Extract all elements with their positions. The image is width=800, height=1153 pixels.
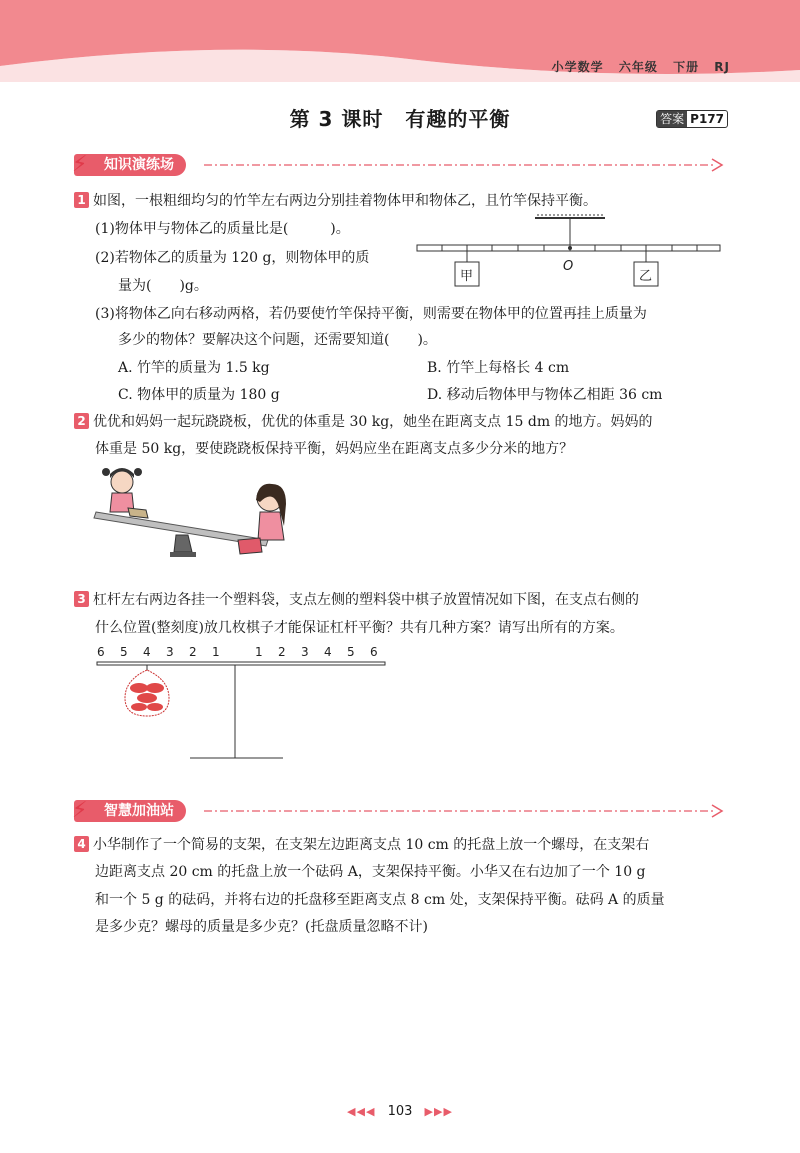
q4-line2: 边距离支点 20 cm 的托盘上放一个砝码 A，支架保持平衡。小华又在右边加了一个 10 g xyxy=(95,864,646,880)
tick-left-2: 2 xyxy=(189,645,197,659)
object-yi-label: 乙 xyxy=(639,269,653,284)
q3-line2: 什么位置(整刻度)放几枚棋子才能保证杠杆平衡？共有几种方案？请写出所有的方案。 xyxy=(95,620,624,636)
q2-line2: 体重是 50 kg，要使跷跷板保持平衡，妈妈应坐在距离支点多少分米的地方？ xyxy=(95,441,574,457)
pivot-point xyxy=(568,246,572,250)
q1-part2b: 量为( )g。 xyxy=(118,278,208,294)
lesson-name: 有趣的平衡 xyxy=(405,107,511,131)
object-jia-label: 甲 xyxy=(460,269,474,284)
q1-option-c: C. 物体甲的质量为 180 g xyxy=(118,387,280,403)
q4-line4: 是多少克？螺母的质量是多少克？(托盘质量忽略不计) xyxy=(95,919,428,935)
q1-option-d: D. 移动后物体甲与物体乙相距 36 cm xyxy=(427,387,663,403)
seesaw-illustration xyxy=(88,460,308,565)
section-label: 智慧加油站 xyxy=(74,800,186,822)
q3-line1: 3 杠杆左右两边各挂一个塑料袋，支点左侧的塑料袋中棋子放置情况如下图，在支点右侧的 xyxy=(74,589,639,609)
left-arrows-icon: ◀◀◀ xyxy=(347,1105,376,1118)
tick-right-2: 2 xyxy=(278,645,286,659)
arrow-icon: ⚡ xyxy=(72,152,88,177)
pivot-label: O xyxy=(563,259,574,274)
tick-left-1: 1 xyxy=(212,645,220,659)
section-label: 知识演练场 xyxy=(74,154,186,176)
q4-line3: 和一个 5 g 的砝码，并将右边的托盘移至距离支点 8 cm 处，支架保持平衡。砝码 A 的质量 xyxy=(95,892,665,908)
edition: RJ xyxy=(714,60,730,74)
q1-balance-figure xyxy=(415,212,725,294)
section-header-challenge xyxy=(74,800,724,822)
q3-lever-figure xyxy=(95,640,395,765)
tick-right-3: 3 xyxy=(301,645,309,659)
tick-left-3: 3 xyxy=(166,645,174,659)
q1-stem: 1 如图，一根粗细均匀的竹竿左右两边分别挂着物体甲和物体乙，且竹竿保持平衡。 xyxy=(74,190,597,210)
q4-line1: 4 小华制作了一个简易的支架，在支架左边距离支点 10 cm 的托盘上放一个螺母，在支架右 xyxy=(74,834,649,854)
q1-part1: (1)物体甲与物体乙的质量比是( )。 xyxy=(95,221,350,237)
answer-label: 答案 xyxy=(657,111,687,127)
q1-part2a: (2)若物体乙的质量为 120 g，则物体甲的质 xyxy=(95,250,370,266)
tick-left-5: 5 xyxy=(120,645,128,659)
ceiling-hatch xyxy=(535,215,605,218)
q1-part3a: (3)将物体乙向右移动两格，若仍要使竹竿保持平衡，则需要在物体甲的位置再挂上质量为 xyxy=(95,306,647,322)
q3-number: 3 xyxy=(74,591,89,607)
subject: 小学数学 xyxy=(551,60,604,74)
tick-right-5: 5 xyxy=(347,645,355,659)
q1-part3b: 多少的物体？要解决这个问题，还需要知道( )。 xyxy=(118,332,437,348)
q1-number: 1 xyxy=(74,192,89,208)
tick-right-6: 6 xyxy=(370,645,378,659)
tick-left-6: 6 xyxy=(97,645,105,659)
q1-option-a: A. 竹竿的质量为 1.5 kg xyxy=(118,360,270,376)
q2-number: 2 xyxy=(74,413,89,429)
q1-option-b: B. 竹竿上每格长 4 cm xyxy=(427,360,570,376)
page-number: 103 xyxy=(387,1104,413,1119)
term: 下册 xyxy=(673,60,700,74)
tick-left-4: 4 xyxy=(143,645,151,659)
book-info xyxy=(542,58,730,75)
girl-figure xyxy=(102,468,148,518)
answer-page: P177 xyxy=(690,112,724,126)
tick-right-4: 4 xyxy=(324,645,332,659)
tick-labels xyxy=(97,645,378,659)
tick-right-1: 1 xyxy=(255,645,263,659)
section-header-practice xyxy=(74,154,724,176)
page-footer xyxy=(0,1104,800,1119)
arrow-icon: ⚡ xyxy=(72,798,88,823)
lesson-number: 第 3 课时 xyxy=(289,107,384,131)
lever-bar xyxy=(97,662,385,665)
answer-reference[interactable] xyxy=(656,110,728,128)
q2-line1: 2 优优和妈妈一起玩跷跷板，优优的体重是 30 kg，她坐在距离支点 15 dm 的地方。妈妈的 xyxy=(74,411,653,431)
right-arrows-icon: ▶▶▶ xyxy=(424,1105,453,1118)
grade: 六年级 xyxy=(618,60,658,74)
plastic-bag xyxy=(125,665,169,716)
q4-number: 4 xyxy=(74,836,89,852)
